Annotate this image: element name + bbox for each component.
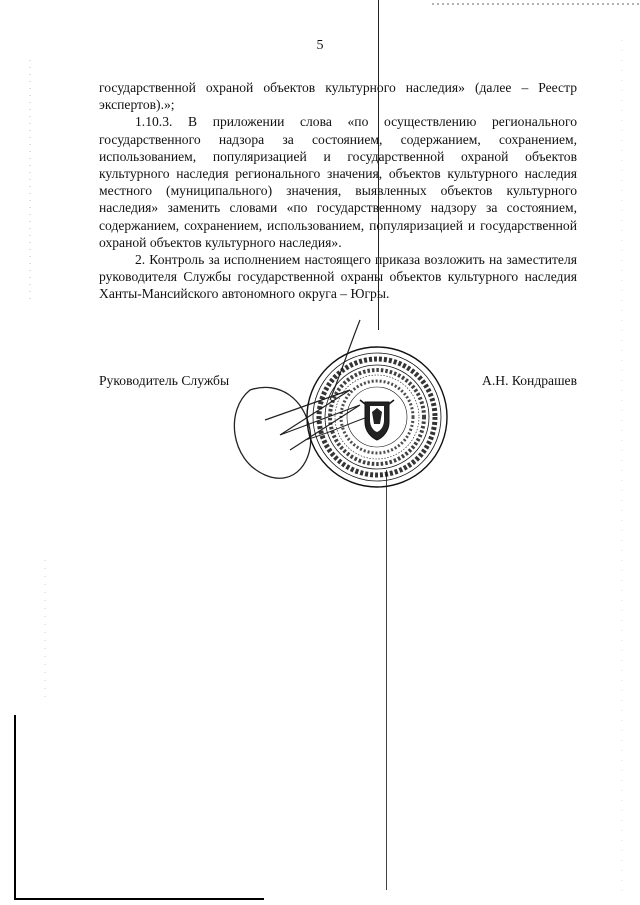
signatory-position: Руководитель Службы <box>99 373 230 388</box>
scan-edge-bottom <box>14 898 264 900</box>
scan-edge-left <box>14 715 16 900</box>
signatory-name: А.Н. Кондрашев <box>482 373 577 388</box>
page-number: 5 <box>316 38 324 53</box>
paragraph-2: 1.10.3. В приложении слова «по осуществлению регионального государственного надзора за состоянием, содержанием, сохранением, использованием, популяризацией и государственной охраной объектов культурного наследия регионального значения, объектов культурного наследия местного (муниципального) значения, выявленных объектов культурного наследия» заменить словами «по государственному надзору за состоянием, содержанием, сохранением, использованием, популяризацией и государственной охраной объектов культурного наследия». <box>99 114 577 250</box>
scan-fold-line-lower <box>386 470 387 890</box>
round-seal-icon <box>302 342 452 492</box>
document-body <box>99 79 577 303</box>
paragraph-3: 2. Контроль за исполнением настоящего приказа возложить на заместителя руководителя Службы государственной охраны объектов культурного наследия Ханты-Мансийского автономного округа – Югры. <box>99 252 577 302</box>
paragraph-1: государственной охраной объектов культурного наследия» (далее – Реестр экспертов).»; <box>99 80 577 113</box>
